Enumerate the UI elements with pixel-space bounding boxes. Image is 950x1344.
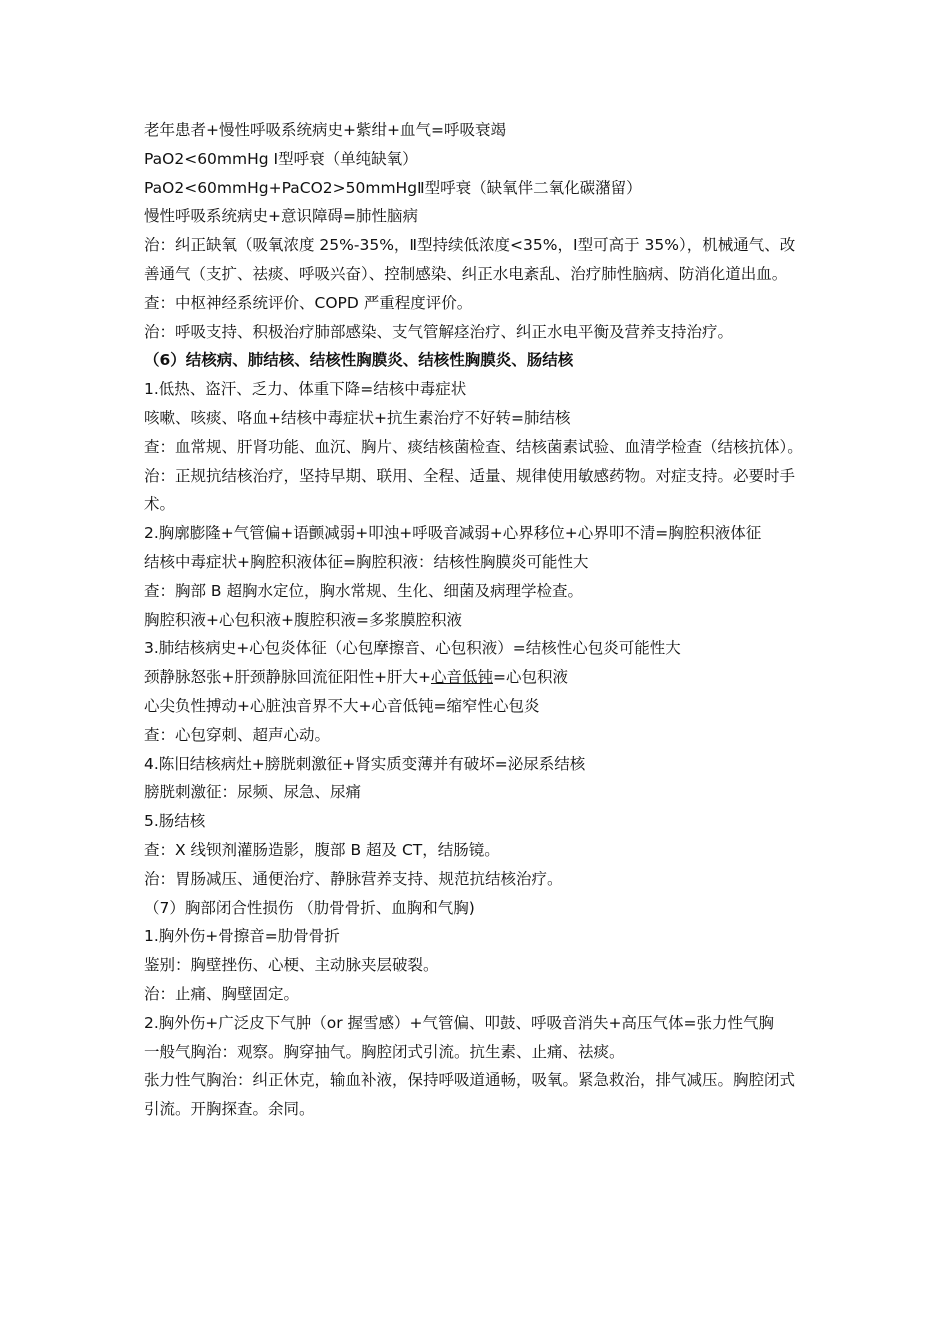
text-line-jvd bbox=[144, 663, 804, 692]
text-line: 心尖负性搏动+心脏浊音界不大+心音低钝=缩窄性心包炎 bbox=[144, 696, 540, 715]
section-heading: （6）结核病、肺结核、结核性胸膜炎、结核性胸膜炎、肠结核 bbox=[144, 351, 574, 370]
text-line: 结核中毒症状+胸腔积液体征=胸腔积液：结核性胸膜炎可能性大 bbox=[144, 552, 589, 571]
text-line: 5.肠结核 bbox=[144, 812, 206, 831]
text-line: 咳嗽、咳痰、咯血+结核中毒症状+抗生素治疗不好转=肺结核 bbox=[144, 408, 571, 427]
text-line: 治：呼吸支持、积极治疗肺部感染、支气管解痉治疗、纠正水电平衡及营养支持治疗。 bbox=[144, 322, 734, 341]
text-segment: =心包积液 bbox=[492, 668, 568, 687]
text-paragraph: 查：血常规、肝肾功能、血沉、胸片、痰结核菌检查、结核菌素试验、血清学检查（结核抗体）。 bbox=[144, 437, 803, 456]
text-line: 治：胃肠减压、通便治疗、静脉营养支持、规范抗结核治疗。 bbox=[144, 869, 563, 888]
text-line: PaO2<60mmHg Ⅰ型呼衰（单纯缺氧） bbox=[144, 149, 418, 168]
text-line: 1.胸外伤+骨擦音=肋骨骨折 bbox=[144, 927, 340, 946]
text-segment: 颈静脉怒张+肝颈静脉回流征阳性+肝大+ bbox=[144, 668, 431, 687]
underlined-text: 心音低钝 bbox=[430, 668, 493, 687]
text-line: 2.胸外伤+广泛皮下气肿（or 握雪感）+气管偏、叩鼓、呼吸音消失+高压气体=张力性气胸 bbox=[144, 1013, 775, 1032]
text-line: 查：X 线钡剂灌肠造影，腹部 B 超及 CT，结肠镜。 bbox=[144, 840, 500, 859]
text-paragraph: 张力性气胸治：纠正休克，输血补液，保持呼吸道通畅，吸氧。紧急救治，排气减压。胸腔闭式引流。开胸探查。余同。 bbox=[144, 1071, 796, 1119]
text-line: 胸腔积液+心包积液+腹腔积液=多浆膜腔积液 bbox=[144, 610, 462, 629]
text-paragraph: 治：正规抗结核治疗，坚持早期、联用、全程、适量、规律使用敏感药物。对症支持。必要时手术。 bbox=[144, 466, 796, 514]
text-line: 3.肺结核病史+心包炎体征（心包摩擦音、心包积液）=结核性心包炎可能性大 bbox=[144, 639, 681, 658]
text-line: 查：中枢神经系统评价、COPD 严重程度评价。 bbox=[144, 293, 473, 312]
section-heading: （7）胸部闭合性损伤 （肋骨骨折、血胸和气胸) bbox=[144, 898, 475, 917]
text-line: 2.胸廓膨隆+气管偏+语颤减弱+叩浊+呼吸音减弱+心界移位+心界叩不清=胸腔积液体征 bbox=[144, 524, 762, 543]
text-line: 查：胸部 B 超胸水定位，胸水常规、生化、细菌及病理学检查。 bbox=[144, 581, 583, 600]
text-line: 一般气胸治：观察。胸穿抽气。胸腔闭式引流。抗生素、止痛、祛痰。 bbox=[144, 1042, 625, 1061]
text-line: 老年患者+慢性呼吸系统病史+紫绀+血气=呼吸衰竭 bbox=[144, 121, 506, 139]
text-line: 1.低热、盗汗、乏力、体重下降=结核中毒症状 bbox=[144, 380, 467, 399]
text-line: 鉴别：胸壁挫伤、心梗、主动脉夹层破裂。 bbox=[144, 956, 439, 975]
text-line: PaO2<60mmHg+PaCO2>50mmHgⅡ型呼衰（缺氧伴二氧化碳潴留） bbox=[144, 178, 642, 197]
text-line: 慢性呼吸系统病史+意识障碍=肺性脑病 bbox=[144, 207, 418, 226]
text-line: 查：心包穿刺、超声心动。 bbox=[144, 725, 331, 744]
text-line: 4.陈旧结核病灶+膀胱刺激征+肾实质变薄并有破坏=泌尿系结核 bbox=[144, 754, 586, 773]
text-line: 治：止痛、胸壁固定。 bbox=[144, 984, 300, 1003]
document-page bbox=[144, 116, 804, 1124]
text-line: 膀胱刺激征：尿频、尿急、尿痛 bbox=[144, 783, 362, 802]
text-paragraph: 治：纠正缺氧（吸氧浓度 25%-35%，Ⅱ型持续低浓度<35%，Ⅰ型可高于 35%），机械通气、改善通气（支扩、祛痰、呼吸兴奋）、控制感染、纠正水电紊乱、治疗肺性脑病、防消化道出血。 bbox=[144, 236, 796, 283]
